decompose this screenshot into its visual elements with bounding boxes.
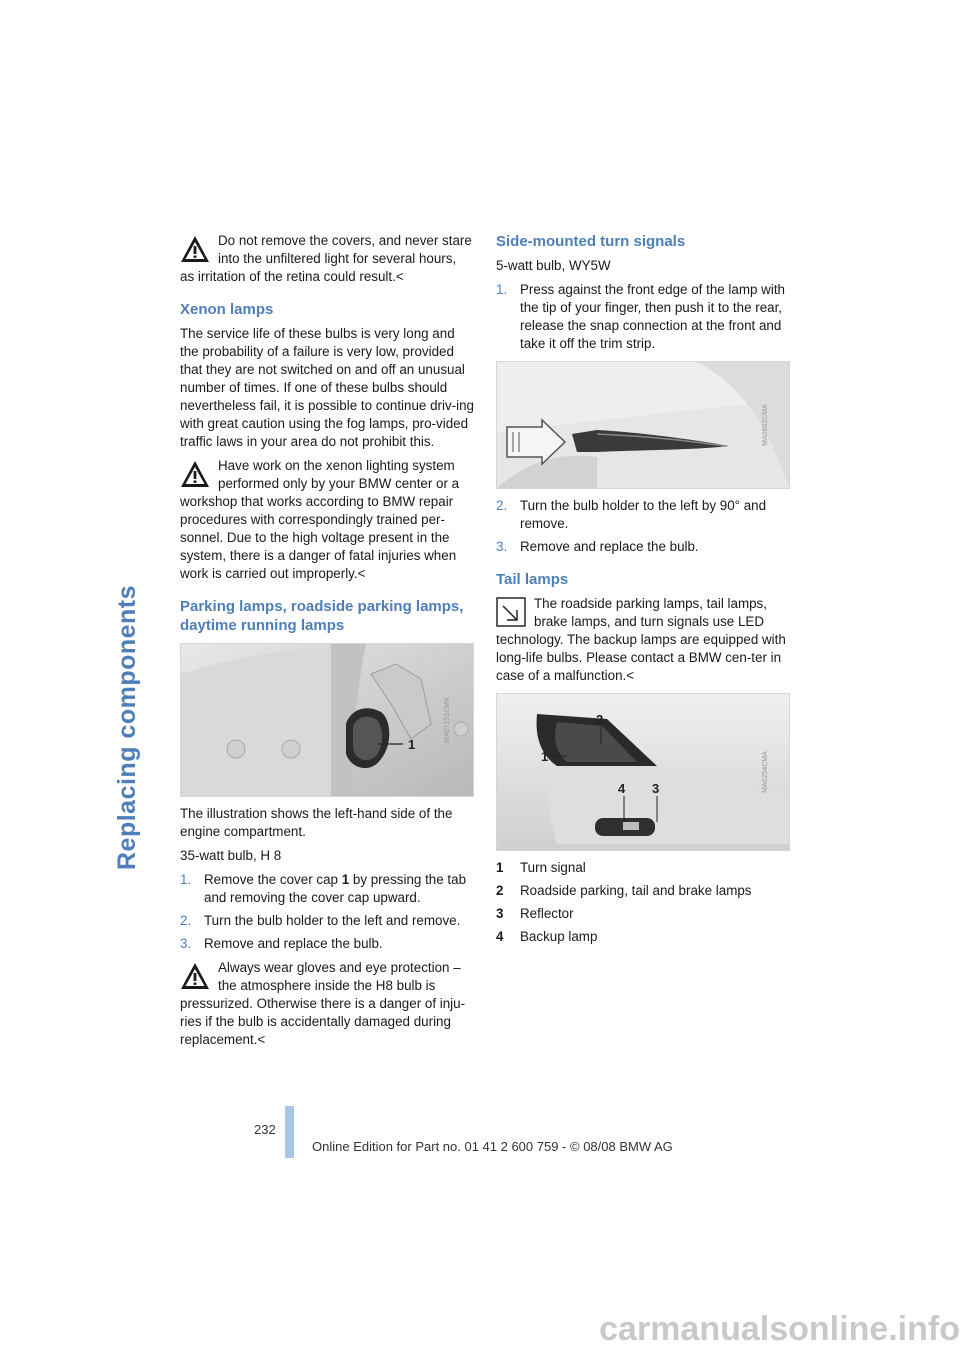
legend-item <box>496 928 790 946</box>
step-item <box>496 497 790 533</box>
warning-triangle-icon <box>180 234 210 264</box>
step-text: Remove and replace the bulb. <box>204 936 383 951</box>
step-item <box>180 871 474 907</box>
warning-xenon-text: Have work on the xenon lighting system performed only by your BMW center or a workshop that works according to BMW repair procedures with correspondingly trained per-sonnel. Due to the high voltage present in the system, there is a danger of fatal injuries when work is carried out improperly. <box>180 458 460 581</box>
legend-item <box>496 859 790 877</box>
engine-compartment-illustration <box>181 644 473 796</box>
legend-item <box>496 905 790 923</box>
warning-gloves-text: Always wear gloves and eye protection – the atmosphere inside the H8 bulb is pressurized. Otherwise there is a danger of inju-ries if the bulb is accidentally damaged during replacement. <box>180 960 466 1047</box>
page-number: 232 <box>254 1122 276 1137</box>
step-text: by pressing the tab and removing the cover cap upward. <box>204 872 467 905</box>
tail-lamp-figure <box>496 693 790 851</box>
step-number: 3. <box>496 539 508 554</box>
step-bold-ref: 1 <box>341 872 350 887</box>
step-number: 2. <box>496 498 508 513</box>
edition-footer: Online Edition for Part no. 01 41 2 600 759 - © 08/08 BMW AG <box>312 1139 673 1154</box>
right-column <box>496 232 790 951</box>
step-number: 1. <box>496 282 508 297</box>
warning-xenon <box>180 457 474 583</box>
step-item <box>180 912 474 930</box>
tail-lamps-heading: Tail lamps <box>496 571 569 588</box>
section-title: Replacing components <box>113 584 141 870</box>
step-number: 2. <box>180 913 192 928</box>
bulb-type-h8: 35-watt bulb, H 8 <box>180 848 282 863</box>
xenon-lamps-text: The service life of these bulbs is very long and the probability of a failure is very low, provided that they are not switched on and off an unusual number of times. If one of these bulbs should nevertheless fail, it is possible to continue driv-ing with great caution using the fog lamps, pro-vided traffic laws in your area do not prohibit this. <box>180 326 474 449</box>
side-signal-illustration <box>497 362 789 488</box>
note-led <box>496 595 790 685</box>
step-text: Press against the front edge of the lamp with the tip of your finger, then push it to the rear, release the snap connection at the front and take it off the trim strip. <box>520 282 785 351</box>
step-text: Turn the bulb holder to the left by 90° and remove. <box>520 498 767 531</box>
step-number: 3. <box>180 936 192 951</box>
callout-4: 4 <box>618 781 626 796</box>
left-column <box>180 232 474 1055</box>
step-item <box>180 935 474 953</box>
step-text: Remove the cover cap <box>204 872 342 887</box>
legend-text: Turn signal <box>520 860 586 875</box>
warning-triangle-icon <box>180 459 210 489</box>
engine-compartment-figure <box>180 643 474 797</box>
warning-retina <box>180 232 474 286</box>
step-text: Turn the bulb holder to the left and remove. <box>204 913 461 928</box>
bulb-type-wy5w: 5-watt bulb, WY5W <box>496 258 611 273</box>
legend-text: Backup lamp <box>520 929 598 944</box>
step-text: Remove and replace the bulb. <box>520 539 699 554</box>
figure-code: MA0254CMA <box>762 751 770 793</box>
illustration-caption: The illustration shows the left-hand side of the engine compartment. <box>180 806 453 839</box>
end-mark: < <box>395 269 404 284</box>
tail-lamp-illustration <box>497 694 789 850</box>
figure-code: MA07151CMA <box>444 697 452 743</box>
side-signal-steps-cont <box>496 497 790 556</box>
legend-text: Reflector <box>520 906 574 921</box>
legend-item <box>496 882 790 900</box>
watermark: carmanualsonline.info <box>599 1310 960 1348</box>
warning-retina-text: Do not remove the covers, and never stare into the unfiltered light for several hours, as irritation of the retina could result. <box>180 233 472 284</box>
legend-text: Roadside parking, tail and brake lamps <box>520 883 752 898</box>
parking-lamps-heading: Parking lamps, roadside parking lamps, daytime running lamps <box>180 598 464 634</box>
tail-lamp-legend <box>496 859 790 946</box>
callout-3: 3 <box>652 781 660 796</box>
legend-number: 4 <box>496 929 504 944</box>
step-number: 1. <box>180 872 192 887</box>
end-mark: < <box>257 1032 266 1047</box>
note-led-text: The roadside parking lamps, tail lamps, brake lamps, and turn signals use LED technology. The backup lamps are equipped with long-life bulbs. Please contact a BMW cen-ter in case of a malfunction. <box>496 596 786 683</box>
callout-2: 2 <box>596 712 604 727</box>
xenon-lamps-heading: Xenon lamps <box>180 301 274 318</box>
legend-number: 2 <box>496 883 504 898</box>
footer-accent-bar <box>285 1106 294 1158</box>
legend-number: 1 <box>496 860 504 875</box>
warning-gloves <box>180 959 474 1049</box>
side-signal-figure <box>496 361 790 489</box>
end-mark: < <box>626 668 635 683</box>
callout-1: 1 <box>541 749 549 764</box>
callout-1: 1 <box>408 737 416 752</box>
note-arrow-icon <box>496 597 526 627</box>
figure-code: MA0602CMA <box>762 404 770 446</box>
side-turn-signals-heading: Side-mounted turn signals <box>496 233 686 250</box>
legend-number: 3 <box>496 906 504 921</box>
side-signal-steps <box>496 281 790 353</box>
parking-steps <box>180 871 474 953</box>
end-mark: < <box>357 566 366 581</box>
step-item <box>496 281 790 353</box>
step-item <box>496 538 790 556</box>
warning-triangle-icon <box>180 961 210 991</box>
